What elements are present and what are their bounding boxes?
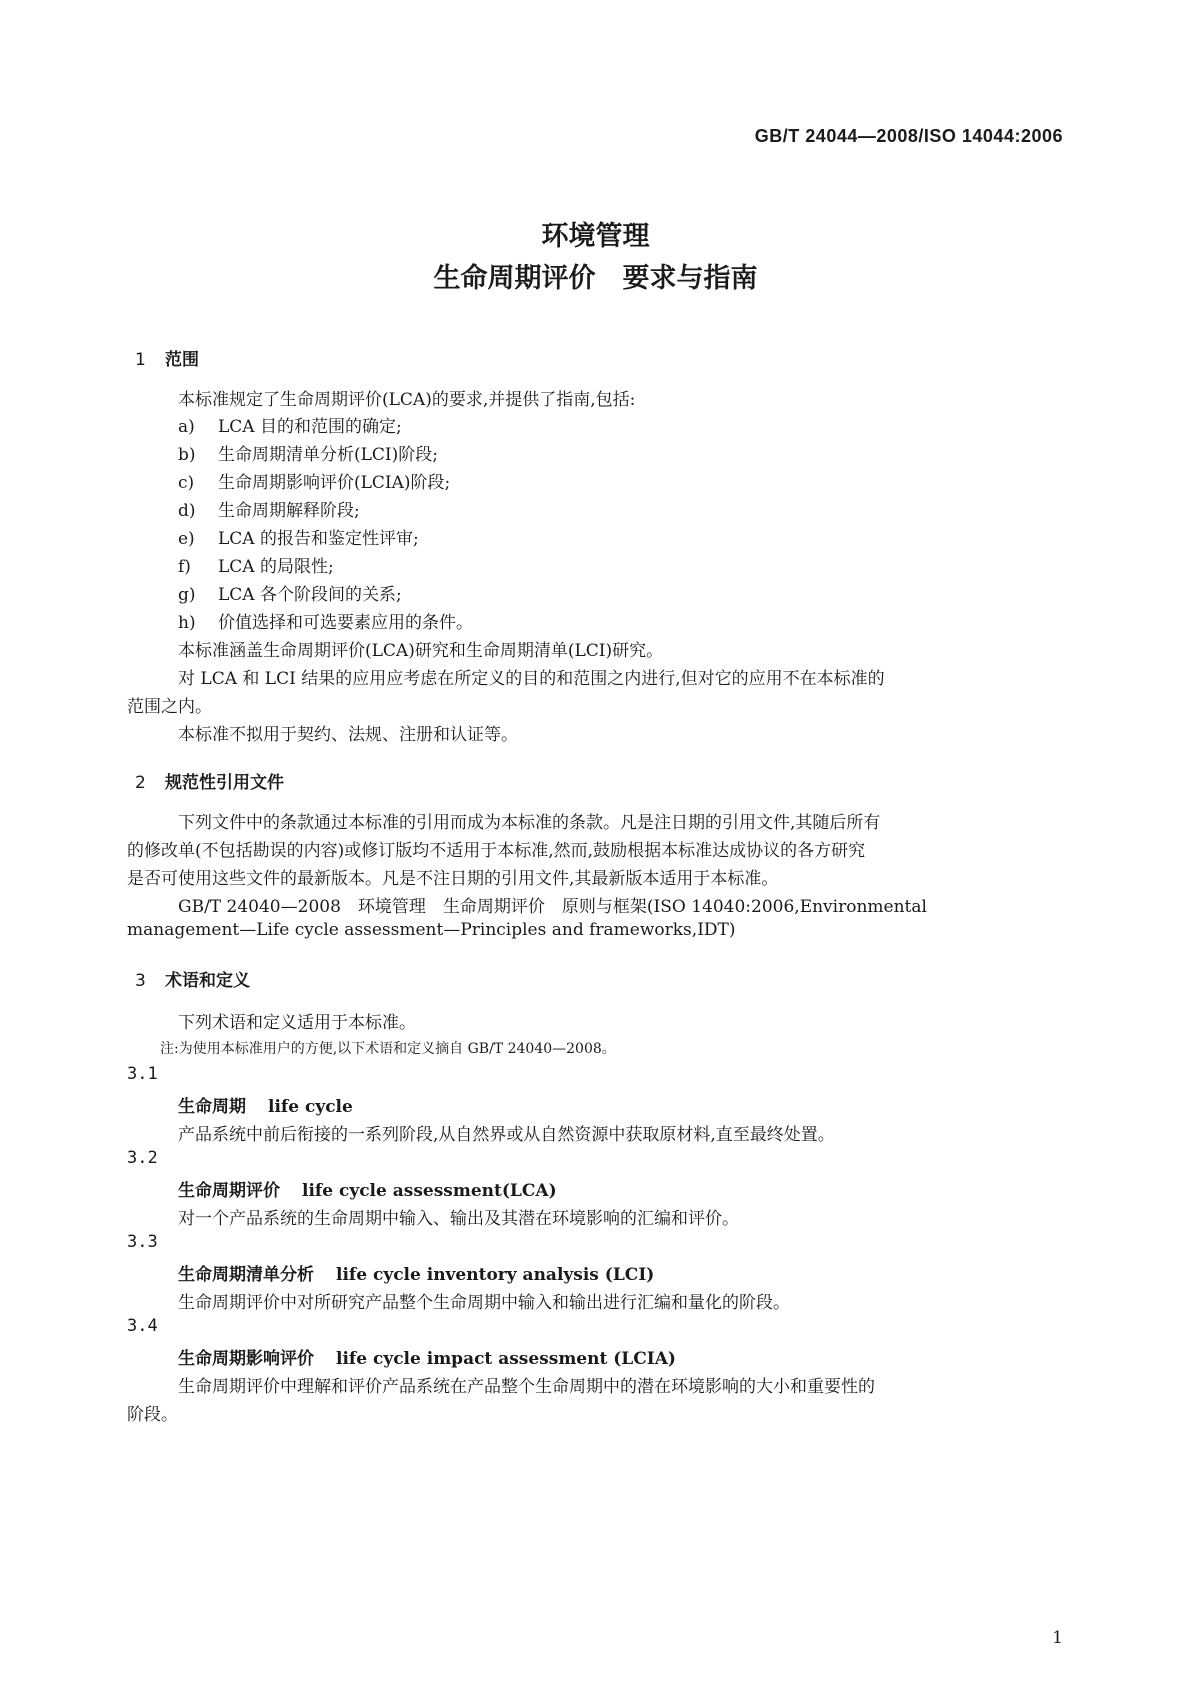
term-heading <box>178 1260 654 1285</box>
term-definition: 生命周期评价中理解和评价产品系统在产品整个生命周期中的潜在环境影响的大小和重要性的 <box>178 1377 875 1397</box>
section-2-heading <box>135 768 284 793</box>
section-3-note: 注:为使用本标准用户的方便,以下术语和定义摘自 GB/T 24040—2008。 <box>160 1041 616 1057</box>
section-title: 范围 <box>165 350 199 370</box>
term-en: life cycle assessment(LCA) <box>302 1181 557 1201</box>
term-definition: 生命周期评价中对所研究产品整个生命周期中输入和输出进行汇编和量化的阶段。 <box>178 1293 790 1313</box>
section-number: 1 <box>135 350 146 370</box>
section-number: 3 <box>135 971 146 991</box>
list-item: h) 价值选择和可选要素应用的条件。 <box>178 613 473 633</box>
standard-code: GB/T 24044—2008/ISO 14044:2006 <box>754 126 1063 146</box>
term-zh: 生命周期 <box>178 1097 246 1117</box>
title-line-1: 环境管理 <box>541 221 650 252</box>
term-heading <box>178 1092 353 1117</box>
clause-number: 3.2 <box>127 1148 158 1168</box>
list-item: g) LCA 各个阶段间的关系; <box>178 585 402 605</box>
section-1-paragraph-2: 本标准涵盖生命周期评价(LCA)研究和生命周期清单(LCI)研究。 <box>178 641 664 661</box>
section-2-paragraph-line-3: 是否可使用这些文件的最新版本。凡是不注日期的引用文件,其最新版本适用于本标准。 <box>127 869 779 889</box>
term-heading <box>178 1344 676 1369</box>
clause-number: 3.4 <box>127 1316 158 1336</box>
section-2-paragraph-line-1: 下列文件中的条款通过本标准的引用而成为本标准的条款。凡是注日期的引用文件,其随后所有 <box>178 813 881 833</box>
clause-number: 3.3 <box>127 1232 158 1252</box>
list-item: a) LCA 目的和范围的确定; <box>178 417 402 437</box>
page-number: 1 <box>1052 1628 1063 1648</box>
term-en: life cycle impact assessment (LCIA) <box>336 1349 676 1369</box>
term-definition-continued: 阶段。 <box>127 1405 178 1425</box>
term-definition: 对一个产品系统的生命周期中输入、输出及其潜在环境影响的汇编和评价。 <box>178 1209 739 1229</box>
list-item: e) LCA 的报告和鉴定性评审; <box>178 529 419 549</box>
list-item: f) LCA 的局限性; <box>178 557 334 577</box>
section-1-paragraph-3-line-2: 范围之内。 <box>127 697 212 717</box>
section-2-paragraph-line-2: 的修改单(不包括勘误的内容)或修订版均不适用于本标准,然而,鼓励根据本标准达成协议的各方研究 <box>127 841 866 861</box>
section-3-heading <box>135 966 250 991</box>
clause-number: 3.1 <box>127 1064 158 1084</box>
normative-reference-line-2: management—Life cycle assessment—Principles and frameworks,IDT) <box>127 920 736 940</box>
section-1-heading <box>135 345 199 370</box>
term-zh: 生命周期影响评价 <box>178 1349 314 1369</box>
section-number: 2 <box>135 773 146 793</box>
term-zh: 生命周期评价 <box>178 1181 280 1201</box>
term-en: life cycle inventory analysis (LCI) <box>336 1265 655 1285</box>
title-line-2: 生命周期评价 要求与指南 <box>433 263 758 294</box>
section-1-paragraph-3-line-1: 对 LCA 和 LCI 结果的应用应考虑在所定义的目的和范围之内进行,但对它的应用不在本标准的 <box>178 669 885 689</box>
term-en: life cycle <box>268 1097 353 1117</box>
list-item: c) 生命周期影响评价(LCIA)阶段; <box>178 473 451 493</box>
term-definition: 产品系统中前后衔接的一系列阶段,从自然界或从自然资源中获取原材料,直至最终处置。 <box>178 1125 835 1145</box>
section-title: 规范性引用文件 <box>165 773 284 793</box>
section-1-intro: 本标准规定了生命周期评价(LCA)的要求,并提供了指南,包括: <box>178 390 636 410</box>
list-item: b) 生命周期清单分析(LCI)阶段; <box>178 445 439 465</box>
normative-reference-line-1: GB/T 24040—2008 环境管理 生命周期评价 原则与框架(ISO 14040:2006,Environmental <box>178 897 927 917</box>
term-heading <box>178 1176 557 1201</box>
section-title: 术语和定义 <box>165 971 250 991</box>
section-3-intro: 下列术语和定义适用于本标准。 <box>178 1013 416 1033</box>
term-zh: 生命周期清单分析 <box>178 1265 314 1285</box>
list-item: d) 生命周期解释阶段; <box>178 501 360 521</box>
section-1-paragraph-4: 本标准不拟用于契约、法规、注册和认证等。 <box>178 725 518 745</box>
